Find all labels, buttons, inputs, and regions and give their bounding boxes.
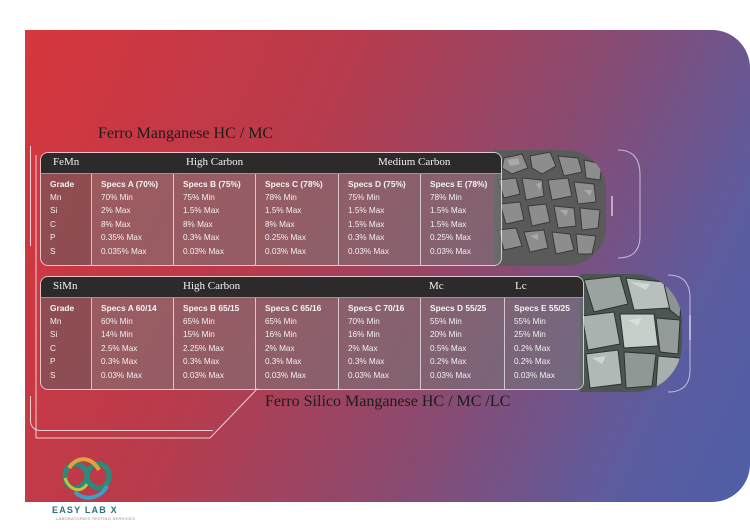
simn-cell: 0.03% Max: [348, 370, 389, 380]
simn-cell: 0.2% Max: [514, 357, 551, 367]
simn-label-mn: Mn: [50, 317, 62, 326]
simn-label-s: S: [50, 370, 56, 380]
femn-cell: 0.25% Max: [430, 233, 471, 243]
simn-cell: 65% Min: [183, 317, 215, 326]
simn-cell: 0.03% Max: [430, 370, 471, 380]
femn-cell: 2% Max: [101, 206, 131, 216]
simn-label-column: [41, 298, 92, 389]
simn-cell: 2.25% Max: [183, 343, 224, 353]
femn-col-e-head: Specs E (78%): [430, 179, 488, 189]
simn-cell: 2% Max: [265, 343, 295, 353]
simn-col-c-head: Specs C 65/16: [265, 303, 322, 313]
femn-cell: 0.3% Max: [183, 233, 220, 243]
simn-cell: 55% Min: [514, 317, 546, 326]
simn-col-e-head: Specs E 55/25: [514, 303, 570, 313]
simn-header-mc: Mc: [429, 280, 444, 292]
femn-cell: 0.3% Max: [348, 233, 385, 243]
simn-label-c: C: [50, 343, 56, 353]
femn-column-a: [92, 174, 174, 265]
simn-cell: 14% Min: [101, 330, 133, 340]
simn-cell: 15% Min: [183, 330, 215, 340]
femn-cell: 0.35% Max: [101, 233, 142, 243]
femn-cell: 0.03% Max: [183, 246, 224, 256]
simn-cell: 0.3% Max: [183, 357, 220, 367]
femn-table-body: [41, 174, 501, 265]
simn-cell: 55% Min: [430, 317, 462, 326]
femn-col-d-head: Specs D (75%): [348, 179, 406, 189]
femn-cell: 1.5% Max: [348, 206, 385, 216]
simn-col-d-head: Specs D 55/25: [430, 303, 487, 313]
femn-cell: 70% Min: [101, 193, 133, 202]
simn-cell: 2% Max: [348, 343, 378, 353]
simn-cell: 20% Min: [430, 330, 462, 340]
femn-cell: 0.035% Max: [101, 246, 147, 256]
femn-cell: 75% Min: [348, 193, 380, 202]
ferro-manganese-rocks-image: [494, 150, 606, 266]
femn-cell: 8% Max: [265, 219, 295, 229]
femn-label-c: C: [50, 219, 56, 229]
simn-cell: 0.5% Max: [430, 343, 467, 353]
logo-tagline: LABORATORIES TESTING SERVICES: [56, 516, 136, 521]
femn-col-b-head: Specs B (75%): [183, 179, 241, 189]
simn-title: Ferro Silico Manganese HC / MC /LC: [265, 393, 511, 410]
simn-column-e: [505, 298, 583, 389]
femn-cell: 0.03% Max: [265, 246, 306, 256]
simn-cell: 70% Min: [348, 317, 380, 326]
femn-header-high-carbon: High Carbon: [186, 156, 244, 168]
simn-col-c2-head: Specs C 70/16: [348, 303, 405, 313]
femn-table-header: [41, 153, 501, 174]
simn-cell: 0.2% Max: [514, 343, 551, 353]
femn-cell: 8% Max: [101, 219, 131, 229]
simn-label-p: P: [50, 357, 56, 367]
simn-cell: 0.03% Max: [514, 370, 555, 380]
simn-cell: 2.5% Max: [101, 343, 138, 353]
simn-cell: 0.03% Max: [265, 370, 306, 380]
femn-cell: 1.5% Max: [348, 219, 385, 229]
simn-cell: 0.3% Max: [265, 357, 302, 367]
femn-label-head: Grade: [50, 179, 75, 189]
femn-cell: 75% Min: [183, 193, 215, 202]
simn-cell: 0.2% Max: [430, 357, 467, 367]
simn-cell: 25% Min: [514, 330, 546, 340]
femn-cell: 1.5% Max: [265, 206, 302, 216]
femn-header-medium-carbon: Medium Carbon: [378, 156, 451, 168]
femn-spec-table: [40, 152, 502, 266]
simn-column-b: [174, 298, 256, 389]
simn-cell: 60% Min: [101, 317, 133, 326]
simn-column-c: [256, 298, 339, 389]
femn-cell: 1.5% Max: [430, 206, 467, 216]
femn-col-a-head: Specs A (70%): [101, 179, 159, 189]
simn-spec-table: [40, 276, 584, 390]
simn-col-b-head: Specs B 65/15: [183, 303, 240, 313]
femn-label-column: [41, 174, 92, 265]
simn-column-c2: [339, 298, 421, 389]
femn-label-p: P: [50, 233, 56, 243]
femn-title: Ferro Manganese HC / MC: [98, 125, 274, 142]
simn-column-a: [92, 298, 174, 389]
simn-table-body: [41, 298, 583, 389]
simn-cell: 0.3% Max: [101, 357, 138, 367]
logo-name: EASY LAB X: [52, 505, 118, 515]
simn-cell: 0.03% Max: [101, 370, 142, 380]
femn-cell: 0.25% Max: [265, 233, 306, 243]
femn-label-s: S: [50, 246, 56, 256]
femn-header-name: FeMn: [53, 156, 80, 168]
simn-cell: 0.03% Max: [183, 370, 224, 380]
simn-header-lc: Lc: [515, 280, 527, 292]
simn-cell: 16% Min: [265, 330, 297, 340]
simn-header-high-carbon: High Carbon: [183, 280, 241, 292]
femn-column-d: [339, 174, 421, 265]
femn-cell: 0.03% Max: [430, 246, 471, 256]
easy-lab-x-logo-icon: [55, 448, 119, 504]
femn-col-c-head: Specs C (78%): [265, 179, 323, 189]
simn-label-si: Si: [50, 330, 58, 340]
simn-cell: 16% Min: [348, 330, 380, 340]
simn-col-a-head: Specs A 60/14: [101, 303, 157, 313]
femn-cell: 1.5% Max: [183, 206, 220, 216]
femn-cell: 0.03% Max: [348, 246, 389, 256]
femn-column-c: [256, 174, 339, 265]
femn-column-b: [174, 174, 256, 265]
femn-column-e: [421, 174, 501, 265]
femn-cell: 78% Min: [265, 193, 297, 202]
femn-label-mn: Mn: [50, 193, 62, 202]
simn-cell: 65% Min: [265, 317, 297, 326]
simn-header-name: SiMn: [53, 280, 78, 292]
simn-table-header: [41, 277, 583, 298]
simn-column-d: [421, 298, 505, 389]
femn-cell: 1.5% Max: [430, 219, 467, 229]
femn-cell: 78% Min: [430, 193, 462, 202]
silico-manganese-rocks-image: [580, 274, 682, 392]
simn-label-head: Grade: [50, 303, 75, 313]
femn-label-si: Si: [50, 206, 58, 216]
simn-cell: 0.3% Max: [348, 357, 385, 367]
femn-cell: 8% Max: [183, 219, 213, 229]
